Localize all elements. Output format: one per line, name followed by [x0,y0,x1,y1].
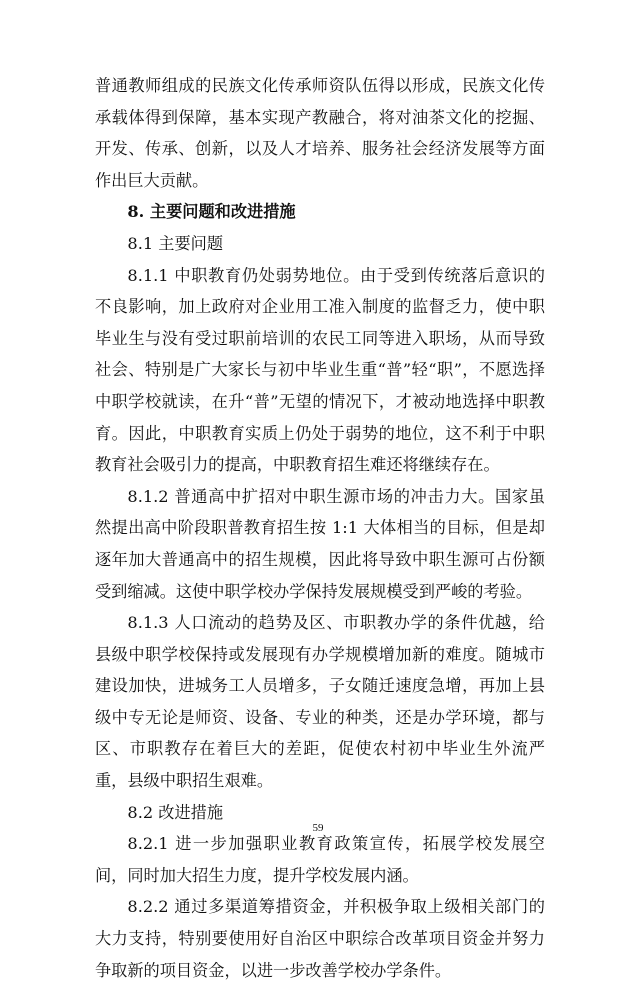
section-heading-8: 8. 主要问题和改进措施 [127,202,296,222]
paragraph-8-1-1: 8.1.1 中职教育仍处弱势地位。由于受到传统落后意识的不良影响，加上政府对企业用工准入制度的监督乏力，使中职毕业生与没有受过职前培训的农民工同等进入职场，从而导致社会、特别是广大家长与初中毕业生重“普”轻“职”，不愿选择中职学校就读，在升“普”无望的情况下，才被动地选择中职教育。因此，中职教育实质上仍处于弱势的地位，这不利于中职教育社会吸引力的提高，中职教育招生难还将继续存在。 [95,265,545,475]
paragraph-continuation: 普通教师组成的民族文化传承师资队伍得以形成，民族文化传承载体得到保障，基本实现产教融合，将对油茶文化的挖掘、开发、传承、创新，以及人才培养、服务社会经济发展等方面作出巨大贡献。 [95,76,545,190]
paragraph-8-2-2: 8.2.2 通过多渠道筹措资金，并积极争取上级相关部门的大力支持，特别要使用好自治区中职综合改革项目资金并努力争取新的项目资金，以进一步改善学校办学条件。 [95,897,545,980]
paragraph-8-2-1: 8.2.1 进一步加强职业教育政策宣传，拓展学校发展空间，同时加大招生力度，提升学校发展内涵。 [95,834,545,885]
paragraph-8-1-2: 8.1.2 普通高中扩招对中职生源市场的冲击力大。国家虽然提出高中阶段职普教育招生按 1:1 大体相当的目标，但是却逐年加大普通高中的招生规模，因此将导致中职生源可占份额受到缩减。这使中职学校办学保持发展规模受到严峻的考验。 [95,486,545,601]
page-number: 59 [312,822,324,834]
subsection-heading-8-2: 8.2 改进措施 [127,802,224,822]
page-body [95,70,545,986]
subsection-heading-8-1: 8.1 主要问题 [127,233,224,253]
paragraph-8-1-3: 8.1.3 人口流动的趋势及区、市职教办学的条件优越，给县级中职学校保持或发展现有办学规模增加新的难度。随城市建设加快，进城务工人员增多，子女随迁速度急增，再加上县级中专无论是师资、设备、专业的种类，还是办学环境，都与区、市职教存在着巨大的差距，促使农村初中毕业生外流严重，县级中职招生艰难。 [95,613,545,791]
